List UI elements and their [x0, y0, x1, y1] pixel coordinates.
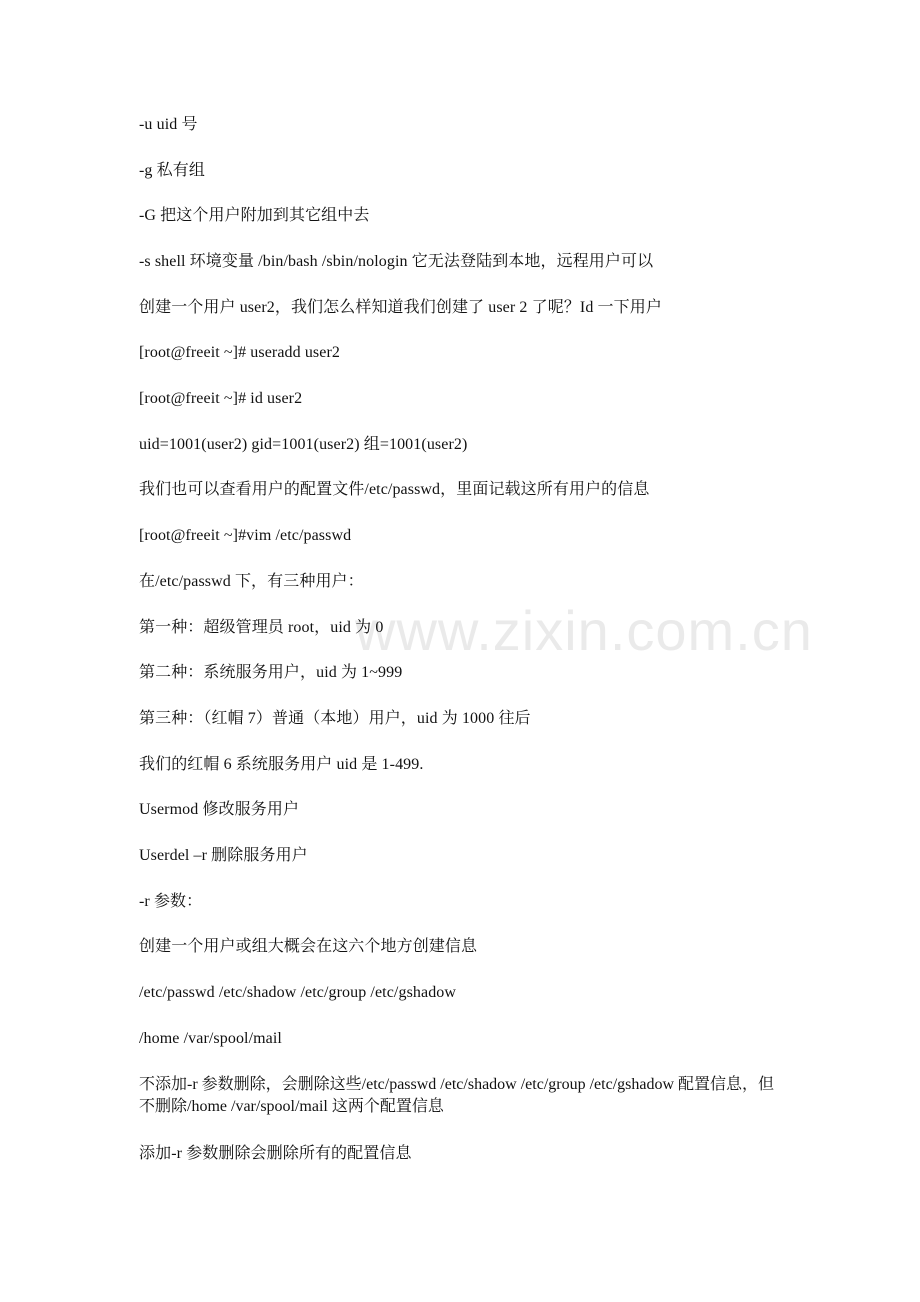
line-useradd-command: [root@freeit ~]# useradd user2 [139, 344, 340, 361]
line-id-command: [root@freeit ~]# id user2 [139, 390, 303, 407]
line-type-three: 第三种：（红帽 7）普通（本地）用户，uid 为 1000 往后 [139, 710, 531, 727]
watermark: www.zixin.com.cn [355, 599, 813, 662]
line-userdel: Userdel –r 删除服务用户 [139, 847, 308, 864]
line-usermod: Usermod 修改服务用户 [139, 801, 300, 818]
line-r-param: -r 参数： [139, 893, 203, 910]
line-passwd-file: 我们也可以查看用户的配置文件/etc/passwd，里面记载这所有用户的信息 [139, 481, 650, 498]
line-uid-option: -u uid 号 [139, 116, 198, 133]
line-three-user-types: 在/etc/passwd 下，有三种用户： [139, 573, 364, 590]
line-rhel6-uid: 我们的红帽 6 系统服务用户 uid 是 1-499. [139, 756, 424, 773]
line-create-user: 创建一个用户 user2，我们怎么样知道我们创建了 user 2 了呢？Id 一下用户 [139, 299, 662, 316]
line-without-r: 不添加-r 参数删除，会删除这些/etc/passwd /etc/shadow /etc/group /etc/gshadow 配置信息，但不删除/home /var/spool/mail 这两个配置信息 [139, 1076, 775, 1115]
line-six-locations: 创建一个用户或组大概会在这六个地方创建信息 [139, 938, 478, 955]
line-type-two: 第二种：系统服务用户，uid 为 1~999 [139, 664, 403, 681]
line-s-option: -s shell 环境变量 /bin/bash /sbin/nologin 它无法登陆到本地，远程用户可以 [139, 253, 654, 270]
line-vim-command: [root@freeit ~]#vim /etc/passwd [139, 527, 352, 544]
line-g-option: -g 私有组 [139, 162, 205, 179]
line-id-output: uid=1001(user2) gid=1001(user2) 组=1001(user2) [139, 436, 468, 453]
line-type-one: 第一种：超级管理员 root，uid 为 0 [139, 619, 384, 636]
line-G-option: -G 把这个用户附加到其它组中去 [139, 207, 370, 224]
line-with-r: 添加-r 参数删除会删除所有的配置信息 [139, 1145, 412, 1162]
line-home-mail: /home /var/spool/mail [139, 1030, 282, 1047]
line-config-files: /etc/passwd /etc/shadow /etc/group /etc/gshadow [139, 984, 457, 1001]
